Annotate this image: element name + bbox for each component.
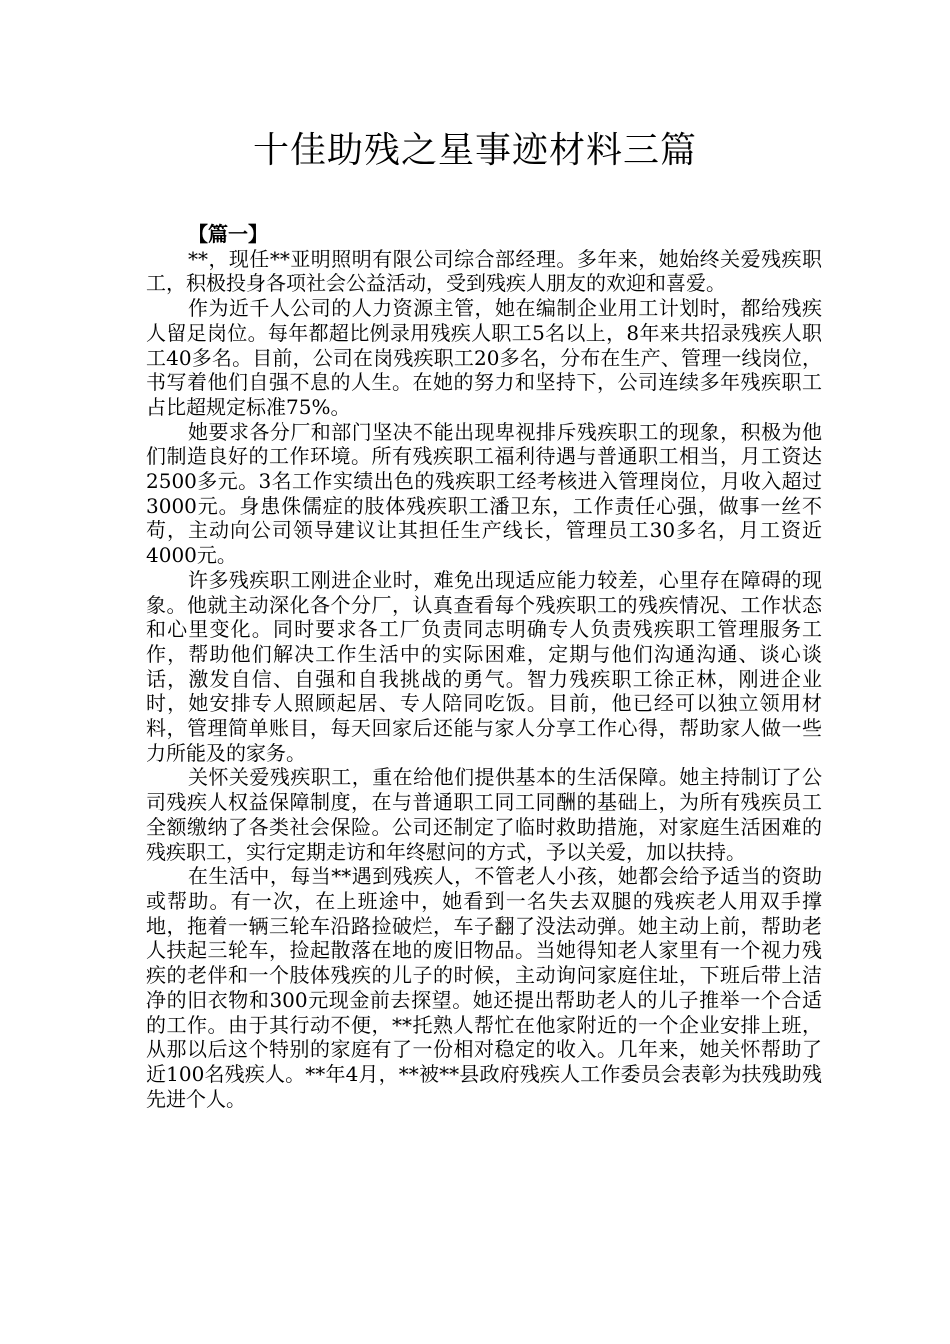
paragraph-4: 许多残疾职工刚进企业时，难免出现适应能力较差，心里存在障碍的现象。他就主动深化各个分厂，认真查看每个残疾职工的残疾情况、工作状态和心里变化。同时要求各工厂负责同志明确专人负责残疾职工管理服务工作，帮助他们解决工作生活中的实际困难，定期与他们沟通沟通、谈心谈话，激发自信、自强和自我挑战的勇气。智力残疾职工徐正林，刚进企业时，她安排专人照顾起居、专人陪同吃饭。目前，他已经可以独立领用材料，管理简单账目，每天回家后还能与家人分享工作心得，帮助家人做一些力所能及的家务。 [146, 567, 822, 765]
document-body [146, 222, 822, 1111]
paragraph-6: 在生活中，每当**遇到残疾人，不管老人小孩，她都会给予适当的资助或帮助。有一次，在上班途中，她看到一名失去双腿的残疾老人用双手撑地，拖着一辆三轮车沿路捡破烂，车子翻了没法动弹。她主动上前，帮助老人扶起三轮车，捡起散落在地的废旧物品。当她得知老人家里有一个视力残疾的老伴和一个肢体残疾的儿子的时候，主动询问家庭住址，下班后带上洁净的旧衣物和300元现金前去探望。她还提出帮助老人的儿子推举一个合适的工作。由于其行动不便，**托熟人帮忙在他家附近的一个企业安排上班，从那以后这个特别的家庭有了一份相对稳定的收入。几年来，她关怀帮助了近100名残疾人。**年4月，**被**县政府残疾人工作委员会表彰为扶残助残先进个人。 [146, 864, 822, 1111]
paragraph-3: 她要求各分厂和部门坚决不能出现卑视排斥残疾职工的现象，积极为他们制造良好的工作环境。所有残疾职工福利待遇与普通职工相当，月工资达2500多元。3名工作实绩出色的残疾职工经考核进入管理岗位，月收入超过3000元。身患侏儒症的肢体残疾职工潘卫东，工作责任心强，做事一丝不苟，主动向公司领导建议让其担任生产线长，管理员工30多名，月工资近4000元。 [146, 419, 822, 568]
paragraph-2: 作为近千人公司的人力资源主管，她在编制企业用工计划时，都给残疾人留足岗位。每年都超比例录用残疾人职工5名以上，8年来共招录残疾人职工40多名。目前，公司在岗残疾职工20多名，分布在生产、管理一线岗位，书写着他们自强不息的人生。在她的努力和坚持下，公司连续多年残疾职工占比超规定标准75%。 [146, 296, 822, 419]
section-label: 【篇一】 [188, 222, 268, 246]
paragraph-5: 关怀关爱残疾职工，重在给他们提供基本的生活保障。她主持制订了公司残疾人权益保障制度，在与普通职工同工同酬的基础上，为所有残疾员工全额缴纳了各类社会保险。公司还制定了临时救助措施，对家庭生活困难的残疾职工，实行定期走访和年终慰问的方式，予以关爱，加以扶持。 [146, 765, 822, 864]
document-title: 十佳助残之星事迹材料三篇 [252, 130, 697, 171]
paragraph-1: **，现任**亚明照明有限公司综合部经理。多年来，她始终关爱残疾职工，积极投身各项社会公益活动，受到残疾人朋友的欢迎和喜爱。 [146, 246, 822, 296]
